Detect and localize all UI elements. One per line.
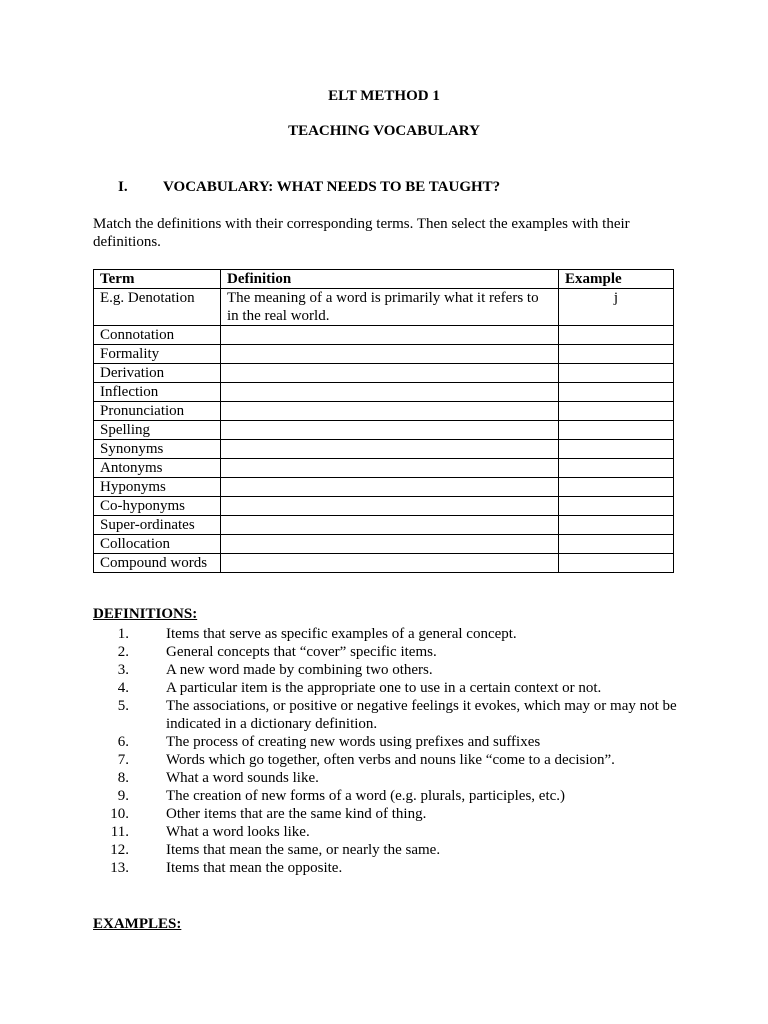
example-cell <box>559 364 674 383</box>
header-definition: Definition <box>221 270 559 289</box>
list-item <box>93 733 693 751</box>
definition-cell <box>221 383 559 402</box>
item-number: 9. <box>117 788 129 804</box>
table-row <box>94 535 674 554</box>
example-cell <box>559 516 674 535</box>
term-cell: Synonyms <box>94 440 221 459</box>
document-title: ELT METHOD 1 <box>328 88 440 104</box>
list-item <box>93 679 693 697</box>
item-number: 3. <box>117 662 129 678</box>
definition-cell <box>221 402 559 421</box>
item-number: 8. <box>117 770 129 786</box>
term-cell: E.g. Denotation <box>94 289 221 326</box>
example-cell <box>559 459 674 478</box>
table-row <box>94 326 674 345</box>
item-text: The process of creating new words using prefixes and suffixes <box>166 734 541 750</box>
definitions-list <box>93 625 693 877</box>
item-text: Other items that are the same kind of thing. <box>166 806 427 822</box>
section-number: I. <box>118 179 128 195</box>
item-number: 6. <box>117 734 129 750</box>
item-number: 1. <box>117 626 129 642</box>
term-cell: Connotation <box>94 326 221 345</box>
example-cell <box>559 497 674 516</box>
table-row <box>94 554 674 573</box>
list-item <box>93 805 693 823</box>
list-item <box>93 787 693 805</box>
definition-cell <box>221 326 559 345</box>
item-number: 4. <box>117 680 129 696</box>
definition-cell <box>221 554 559 573</box>
item-text: The creation of new forms of a word (e.g. plurals, participles, etc.) <box>166 788 566 804</box>
item-number: 11. <box>110 824 129 840</box>
list-item <box>93 841 693 859</box>
term-cell: Derivation <box>94 364 221 383</box>
header-term: Term <box>94 270 221 289</box>
item-number: 2. <box>117 644 129 660</box>
list-item <box>93 643 693 661</box>
term-cell: Compound words <box>94 554 221 573</box>
list-item <box>93 625 693 643</box>
definition-cell <box>221 345 559 364</box>
term-cell: Hyponyms <box>94 478 221 497</box>
term-cell: Collocation <box>94 535 221 554</box>
definitions-heading: DEFINITIONS: <box>93 606 198 622</box>
vocabulary-table <box>93 269 674 573</box>
definition-cell <box>221 364 559 383</box>
header-example: Example <box>559 270 674 289</box>
instructions-text: Match the definitions with their corresponding terms. Then select the examples with their definitions. <box>93 216 630 250</box>
item-text: A particular item is the appropriate one to use in a certain context or not. <box>166 680 602 696</box>
table-row <box>94 289 674 326</box>
example-cell <box>559 383 674 402</box>
table-row <box>94 459 674 478</box>
item-text: Items that mean the same, or nearly the same. <box>166 842 441 858</box>
item-text: Items that mean the opposite. <box>166 860 343 876</box>
definition-cell <box>221 516 559 535</box>
term-cell: Pronunciation <box>94 402 221 421</box>
table-row <box>94 421 674 440</box>
example-cell <box>559 478 674 497</box>
term-cell: Inflection <box>94 383 221 402</box>
term-cell: Co-hyponyms <box>94 497 221 516</box>
term-cell: Antonyms <box>94 459 221 478</box>
item-text: A new word made by combining two others. <box>166 662 433 678</box>
example-cell <box>559 345 674 364</box>
example-cell <box>559 554 674 573</box>
definition-cell <box>221 421 559 440</box>
definition-cell <box>221 535 559 554</box>
item-number: 13. <box>110 860 129 876</box>
item-text: General concepts that “cover” specific items. <box>166 644 437 660</box>
definition-cell <box>221 459 559 478</box>
item-number: 7. <box>117 752 129 768</box>
example-cell <box>559 402 674 421</box>
definition-cell <box>221 440 559 459</box>
list-item <box>93 697 693 733</box>
list-item <box>93 751 693 769</box>
item-number: 10. <box>110 806 129 822</box>
table-row <box>94 364 674 383</box>
term-cell: Formality <box>94 345 221 364</box>
table-header-row <box>94 270 674 289</box>
table-row <box>94 478 674 497</box>
example-cell <box>559 421 674 440</box>
example-cell: j <box>559 289 674 326</box>
example-cell <box>559 326 674 345</box>
table-row <box>94 402 674 421</box>
examples-heading: EXAMPLES: <box>93 916 182 932</box>
table-row <box>94 383 674 402</box>
list-item <box>93 859 693 877</box>
table-row <box>94 345 674 364</box>
item-text: Words which go together, often verbs and nouns like “come to a decision”. <box>166 752 615 768</box>
definition-cell: The meaning of a word is primarily what it refers to in the real world. <box>221 289 559 326</box>
item-number: 5. <box>117 698 129 714</box>
term-cell: Spelling <box>94 421 221 440</box>
list-item <box>93 661 693 679</box>
item-text: What a word sounds like. <box>166 770 319 786</box>
item-text: The associations, or positive or negative feelings it evokes, which may or may not be indicated in a dictionary definition. <box>166 698 677 732</box>
table-row <box>94 440 674 459</box>
document-subtitle: TEACHING VOCABULARY <box>288 123 480 139</box>
table-row <box>94 516 674 535</box>
table-row <box>94 497 674 516</box>
item-number: 12. <box>110 842 129 858</box>
item-text: What a word looks like. <box>166 824 310 840</box>
example-cell <box>559 535 674 554</box>
item-text: Items that serve as specific examples of a general concept. <box>166 626 517 642</box>
definition-cell <box>221 497 559 516</box>
term-cell: Super-ordinates <box>94 516 221 535</box>
example-cell <box>559 440 674 459</box>
list-item <box>93 769 693 787</box>
section-heading <box>118 179 500 196</box>
definition-cell <box>221 478 559 497</box>
section-title: VOCABULARY: WHAT NEEDS TO BE TAUGHT? <box>163 179 501 195</box>
list-item <box>93 823 693 841</box>
